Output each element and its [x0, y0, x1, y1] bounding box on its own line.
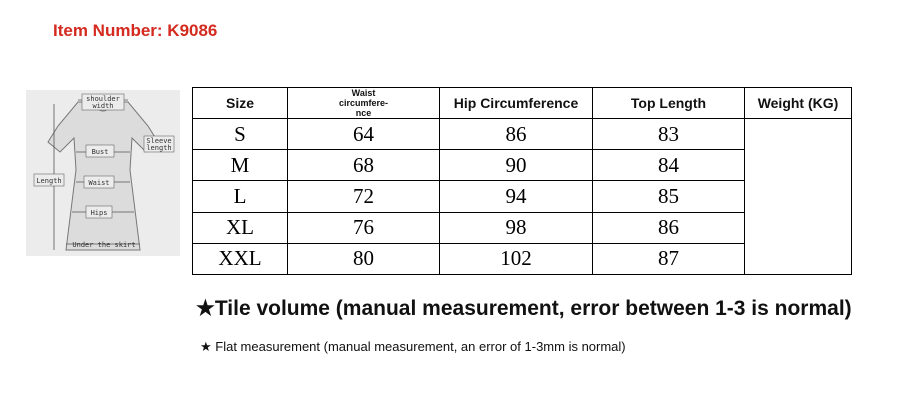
waist-label: Waist — [88, 179, 110, 187]
cell-length: 84 — [593, 150, 745, 181]
cell-waist: 80 — [288, 243, 440, 274]
sleeve-label: Sleeve — [146, 137, 172, 145]
cell-length: 86 — [593, 212, 745, 243]
sleeve-length-label: length — [146, 144, 172, 152]
cell-weight-empty — [745, 119, 852, 275]
cell-hip: 86 — [440, 119, 593, 150]
cell-hip: 94 — [440, 181, 593, 212]
cell-waist: 76 — [288, 212, 440, 243]
cell-length: 83 — [593, 119, 745, 150]
header-hip: Hip Circumference — [440, 88, 593, 119]
shoulder-label: shoulder — [86, 95, 120, 103]
cell-size: M — [193, 150, 288, 181]
cell-hip: 98 — [440, 212, 593, 243]
cell-hip: 90 — [440, 150, 593, 181]
cell-waist: 68 — [288, 150, 440, 181]
cell-size: S — [193, 119, 288, 150]
table-row — [193, 119, 852, 150]
cell-waist: 72 — [288, 181, 440, 212]
header-waist-line3: nce — [355, 108, 372, 119]
dress-outline-illustration — [26, 90, 180, 256]
item-number: Item Number: K9086 — [53, 21, 218, 40]
cell-length: 87 — [593, 243, 745, 274]
header-weight: Weight (KG) — [745, 88, 852, 119]
cell-length: 85 — [593, 181, 745, 212]
shoulder-width-label: width — [92, 102, 114, 110]
under-skirt-label: Under the skirt — [72, 241, 136, 249]
flat-measurement-note: ★ Flat measurement (manual measurement, an error of 1-3mm is normal) — [200, 339, 626, 354]
cell-waist: 64 — [288, 119, 440, 150]
table-header-row — [193, 88, 852, 119]
header-waist-line1: Waist — [351, 88, 376, 99]
header-size: Size — [193, 88, 288, 119]
hips-label: Hips — [90, 209, 108, 217]
size-chart-table — [192, 87, 852, 275]
bust-label: Bust — [91, 148, 109, 156]
length-label: Length — [36, 177, 62, 185]
header-top-length: Top Length — [593, 88, 745, 119]
header-waist-line2: circumfere- — [338, 98, 389, 109]
tile-volume-note: ★Tile volume (manual measurement, error between 1-3 is normal) — [196, 297, 852, 320]
cell-hip: 102 — [440, 243, 593, 274]
header-waist — [288, 88, 440, 119]
cell-size: XL — [193, 212, 288, 243]
cell-size: L — [193, 181, 288, 212]
garment-measurement-diagram — [26, 90, 180, 256]
cell-size: XXL — [193, 243, 288, 274]
